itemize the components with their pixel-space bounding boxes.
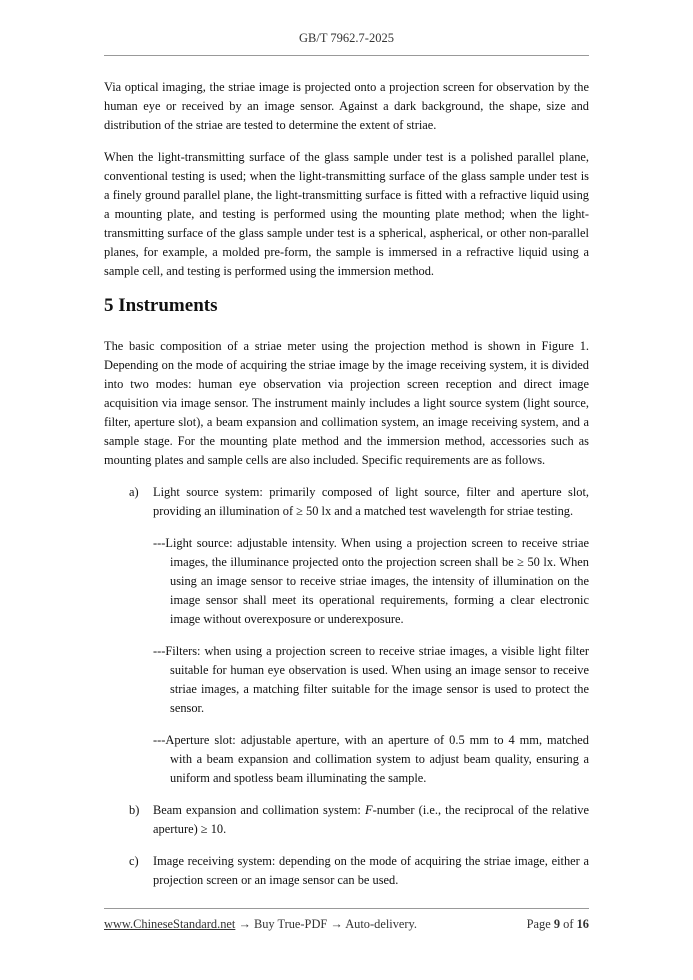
paragraph-principle-2: When the light-transmitting surface of the glass sample under test is a polished parallel plane, conventional testing is used; when the light-transmitting surface of the glass sample under test is a finely ground parallel plane, the light-transmitting surface is fitted with a refractive liquid using a mounting plate, and testing is performed using the mounting plate method; when the light-transmitting surface of the glass sample under test is a spherical, aspherical, or other non-parallel planes, for example, a molded pre-form, the sample is immersed in a refractive liquid using a sample cell, and testing is performed using the immersion method. — [104, 150, 589, 278]
header-divider — [104, 55, 589, 56]
of-label: of — [563, 917, 574, 931]
delivery-text: Auto-delivery. — [345, 917, 418, 931]
website-link[interactable]: www.ChineseStandard.net — [104, 917, 236, 931]
arrow-right-icon: → — [330, 917, 343, 931]
sub-item-filters: ---Filters: when using a projection screen to receive striae images, a visible light filter suitable for human eye observation is used. When using an image sensor to receive striae images, a matching filter suitable for the image sensor is used to protect the sensor. — [153, 644, 589, 715]
page-content — [104, 78, 589, 903]
text-segment: Beam expansion and collimation system: — [153, 803, 365, 817]
footer-left — [104, 917, 417, 932]
list-marker: b) — [129, 803, 140, 817]
total-pages: 16 — [576, 917, 589, 931]
list-item-text: Light source system: primarily composed of light source, filter and aperture slot, providing an illumination of ≥ 50 lx and a matched test wavelength for striae testing. — [153, 485, 589, 518]
current-page: 9 — [553, 917, 561, 931]
buy-text: Buy True-PDF — [253, 917, 328, 931]
list-item-text: Image receiving system: depending on the mode of acquiring the striae image, either a projection screen or an image sensor can be used. — [153, 854, 589, 887]
section-title: 5 Instruments — [104, 295, 218, 316]
f-number-symbol: F — [365, 803, 373, 817]
list-marker: a) — [129, 485, 139, 499]
sub-item-light-source: ---Light source: adjustable intensity. When using a projection screen to receive striae images, the illuminance projected onto the projection screen shall be ≥ 50 lx. When using an image sensor to receive striae images, the intensity of illumination on the image sensor shall meet its operational requirements, forming a clear electronic image without overexposure or underexposure. — [153, 536, 589, 626]
list-item-c — [129, 852, 589, 890]
list-marker: c) — [129, 854, 139, 868]
page-number — [527, 917, 589, 932]
arrow-right-icon: → — [238, 917, 251, 931]
sub-item-aperture-slot: ---Aperture slot: adjustable aperture, with an aperture of 0.5 mm to 4 mm, matched with a beam expansion and collimation system to adjust beam quality, ensuring a uniform and spotless beam illuminating the sample. — [153, 733, 589, 785]
page-label: Page — [526, 917, 551, 931]
list-item-text — [153, 801, 589, 839]
list-item-b — [129, 801, 589, 839]
text-segment: -number (i.e., the reciprocal of the relative aperture) ≥ 10. — [153, 803, 589, 836]
paragraph-instruments: The basic composition of a striae meter using the projection method is shown in Figure 1. Depending on the mode of acquiring the striae image by the image receiving system, it is divided into two modes: human eye observation via projection screen reception and direct image acquisition via image sensor. The instrument mainly includes a light source system (light source, filter, aperture slot), a beam expansion and collimation system, an image receiving system, and a sample stage. For the mounting plate method and the immersion method, accessories such as mounting plates and sample cells are also included. Specific requirements are as follows. — [104, 339, 589, 467]
page-header — [0, 31, 693, 46]
footer-divider — [104, 908, 589, 909]
paragraph-principle-1: Via optical imaging, the striae image is projected onto a projection screen for observation by the human eye or received by an image sensor. Against a dark background, the shape, size and distribution of the striae are tested to determine the extent of striae. — [104, 80, 589, 132]
document-id: GB/T 7962.7-2025 — [299, 31, 394, 45]
list-item-a — [129, 483, 589, 521]
